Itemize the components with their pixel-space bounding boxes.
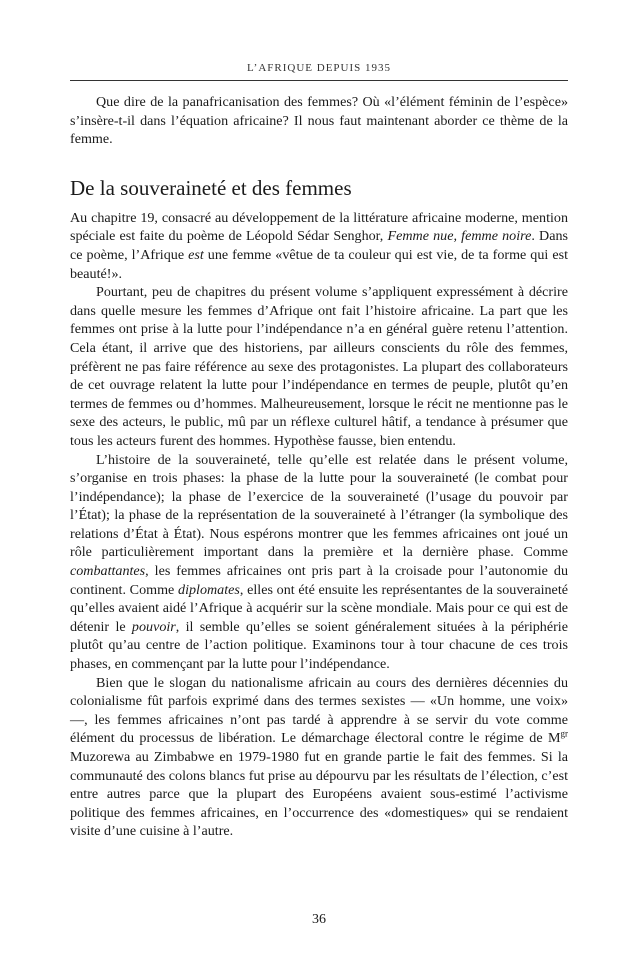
emphasis-diplomates: diplomates: [178, 581, 240, 598]
p3-text-g: , il semble qu’elles se soient généralement situées à la périphérie plutôt qu’au centre de l’action politique. Examinons tour à tour chacune de ces trois phases, en commençant par la lutte pour l’indépendance.: [70, 618, 568, 673]
p4-text-a: Bien que le slogan du nationalisme africain au cours des dernières décennies du colonialisme fût parfois exprimé dans des termes sexistes — «Un homme, une voix» —, les femmes africaines n’ont pas tardé à apprendre à se servir du vote comme élément du processus de libération. Le démarchage électoral contre le régime de M: [70, 674, 568, 747]
paragraph-1: [70, 209, 568, 283]
p4-text-b: Muzorewa au Zimbabwe en 1979-1980 fut en grande partie le fait des femmes. Si la communauté des colons blancs fut prise au dépourvu par les résultats de l’élection, c’est entre autres parce que la plupart des Européens avaient sous-estimé l’activisme politique des femmes africaines, en l’occurrence des «domestiques» qui se rendaient visite d’une cuisine à l’autre.: [70, 749, 568, 840]
running-head: L’AFRIQUE DEPUIS 1935: [246, 62, 392, 74]
section-heading: De la souveraineté et des femmes: [70, 175, 352, 200]
page-body: [70, 93, 568, 841]
p1-text-e: une femme «vêtue de ta couleur qui est vie, de ta forme qui est beauté!».: [70, 246, 568, 282]
p3-text-c: , les femmes africaines ont pris part à la croisade pour l’autonomie du continent. Comme: [70, 563, 568, 598]
p1-text-c: . Dans ce poème, l’Afrique: [70, 228, 568, 263]
poem-title: Femme nue, femme noire: [387, 228, 532, 245]
paragraph-4: [70, 674, 568, 841]
superscript-gr: gr: [560, 728, 568, 739]
paragraph-3: [70, 451, 568, 674]
paragraph-2: Pourtant, peu de chapitres du présent volume s’appliquent expressément à décrire dans quelle mesure les femmes d’Afrique ont fait l’histoire africaine. La part que les femmes ont prise à la lutte pour l’indépendance n’a en général guère retenu l’attention. Cela étant, il arrive que des historiens, par ailleurs conscients du rôle des femmes, préfèrent ne pas faire référence au sexe des protagonistes. La plupart des collaborateurs de cet ouvrage relatent la lutte pour l’indépendance en termes de peuple, plutôt qu’en termes de femmes ou d’hommes. Malheureusement, lorsque le récit ne mentionne pas le sexe des acteurs, le public, mû par un réflexe culturel hâtif, a tendance à présumer que tous les acteurs furent des hommes. Hypothèse fausse, bien entendu.: [70, 284, 568, 449]
emphasis-est: est: [188, 246, 204, 263]
header-rule: [70, 80, 568, 81]
emphasis-combattantes: combattantes: [70, 563, 146, 580]
p3-text-a: L’histoire de la souveraineté, telle qu’elle est relatée dans le présent volume, s’organise en trois phases: la phase de la lutte pour la souveraineté (le combat pour l’indépendance); la phase de l’exercice de la souveraineté (l’usage du pouvoir par l’État); la phase de la représentation de la souveraineté à l’étranger (la symbolique des relations d’État à État). Nous espérons montrer que les femmes africaines ont joué un rôle particulièrement important dans la première et la dernière phase. Comme: [70, 451, 568, 561]
intro-paragraph: Que dire de la panafricanisation des femmes? Où «l’élément féminin de l’espèce» s’insère-t-il dans l’équation africaine? Il nous faut maintenant aborder ce thème de la femme.: [70, 94, 568, 148]
p3-text-e: , elles ont été ensuite les représentantes de la souveraineté qu’elles avaient aidé l’Afrique à acquérir sur la scène mondiale. Mais pour ce qui est de détenir le: [70, 581, 568, 635]
emphasis-pouvoir: pouvoir: [131, 618, 176, 635]
p1-text-a: Au chapitre 19, consacré au développement de la littérature africaine moderne, mention spéciale est faite du poème de Léopold Sédar Senghor,: [70, 209, 568, 245]
page-number: 36: [312, 912, 326, 927]
